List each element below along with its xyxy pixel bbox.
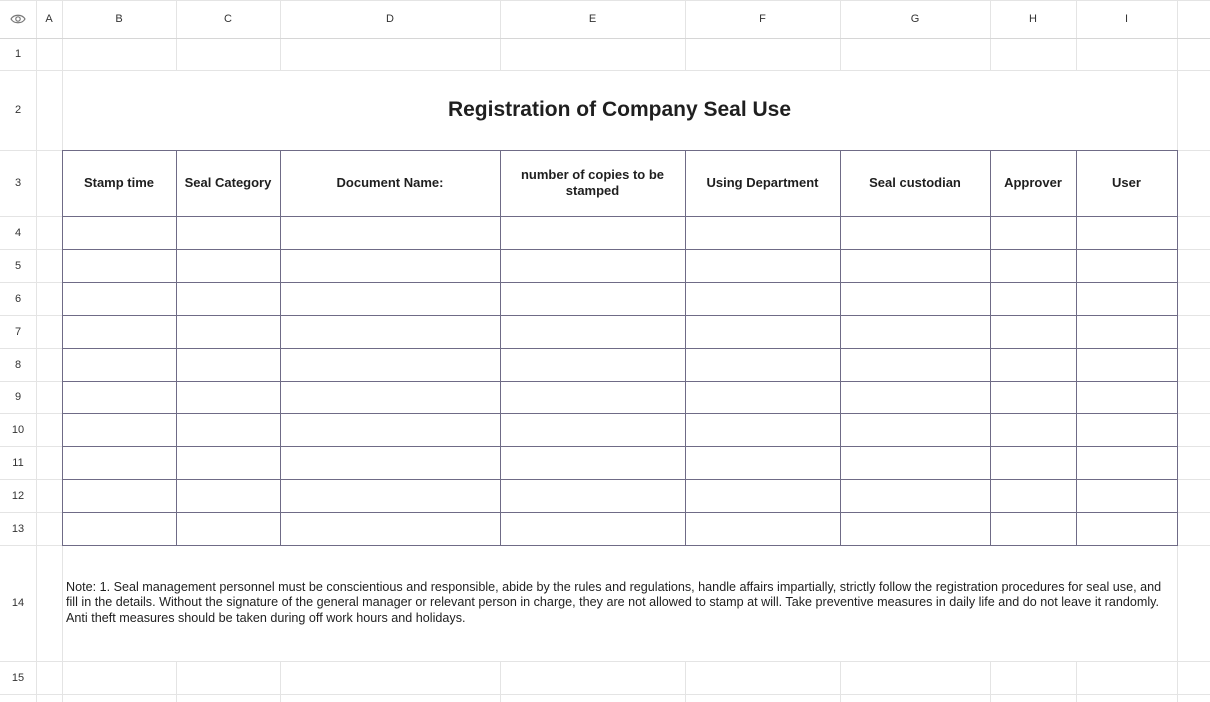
- table-cell[interactable]: [62, 216, 176, 249]
- table-cell[interactable]: [685, 479, 840, 512]
- table-border-vertical: [280, 150, 281, 545]
- row-header-2[interactable]: 2: [14, 104, 22, 116]
- table-border-horizontal: [62, 150, 1178, 151]
- table-cell[interactable]: [840, 282, 990, 315]
- column-header-i[interactable]: I: [1124, 13, 1129, 25]
- row-header-10[interactable]: 10: [11, 423, 25, 436]
- row-header-8[interactable]: 8: [14, 358, 22, 371]
- column-header-f[interactable]: F: [759, 13, 766, 25]
- table-border-horizontal: [62, 479, 1178, 480]
- table-cell[interactable]: [685, 348, 840, 381]
- table-cell[interactable]: [280, 413, 500, 446]
- note-text[interactable]: Note: 1. Seal management personnel must be conscientious and responsible, abide by the rules and regulations, handle affairs impartially, strictly follow the registration procedures for seal use, and fill in the details. Without the signature of the general manager or relevant person in charge, they are not allowed to stamp at will. Take preventive measures in daily life and do not leave it randomly. Anti theft measures should be taken during off work hours and holidays.: [66, 579, 1162, 625]
- table-cell[interactable]: [62, 282, 176, 315]
- table-cell[interactable]: [1076, 413, 1177, 446]
- table-cell[interactable]: [685, 249, 840, 282]
- table-cell[interactable]: [176, 348, 280, 381]
- column-header-d[interactable]: D: [386, 13, 394, 25]
- table-border-horizontal: [62, 249, 1178, 250]
- table-cell[interactable]: [840, 381, 990, 413]
- table-cell[interactable]: [62, 315, 176, 348]
- table-cell[interactable]: [62, 381, 176, 413]
- column-header-separator: [0, 38, 1210, 39]
- row-header-7[interactable]: 7: [14, 325, 22, 338]
- sheet-title[interactable]: Registration of Company Seal Use: [447, 98, 792, 121]
- table-cell[interactable]: [280, 446, 500, 479]
- table-border-vertical: [1177, 150, 1178, 545]
- table-cell[interactable]: [176, 381, 280, 413]
- row-header-11[interactable]: 11: [12, 456, 24, 469]
- table-border-vertical: [990, 150, 991, 545]
- table-cell[interactable]: [1076, 216, 1177, 249]
- table-cell[interactable]: [176, 413, 280, 446]
- table-cell[interactable]: [840, 512, 990, 545]
- table-cell[interactable]: [176, 315, 280, 348]
- table-cell[interactable]: [990, 446, 1076, 479]
- table-border-horizontal: [62, 348, 1178, 349]
- table-cell[interactable]: [280, 249, 500, 282]
- table-cell[interactable]: [280, 348, 500, 381]
- table-border-horizontal: [62, 512, 1178, 513]
- table-cell[interactable]: [500, 282, 685, 315]
- table-cell[interactable]: [1076, 249, 1177, 282]
- table-cell[interactable]: [840, 348, 990, 381]
- table-cell[interactable]: [840, 249, 990, 282]
- table-cell[interactable]: [280, 479, 500, 512]
- table-cell[interactable]: [280, 381, 500, 413]
- table-cell[interactable]: [990, 315, 1076, 348]
- table-border-horizontal: [62, 216, 1178, 217]
- gridline-vertical: [176, 661, 177, 702]
- table-border-vertical: [1076, 150, 1077, 545]
- table-cell[interactable]: [176, 479, 280, 512]
- table-cell[interactable]: [500, 348, 685, 381]
- eye-icon[interactable]: [10, 13, 26, 25]
- table-cell[interactable]: [176, 446, 280, 479]
- table-header-cell[interactable]: Using Department: [706, 175, 819, 190]
- table-header-cell[interactable]: number of copies to be stamped: [520, 167, 664, 198]
- table-cell[interactable]: [62, 479, 176, 512]
- gridline-horizontal: [0, 694, 1210, 695]
- gridline-horizontal: [0, 661, 1210, 662]
- table-border-horizontal: [62, 315, 1178, 316]
- table-cell[interactable]: [1076, 348, 1177, 381]
- table-cell[interactable]: [500, 413, 685, 446]
- table-cell[interactable]: [685, 512, 840, 545]
- table-cell[interactable]: [840, 479, 990, 512]
- gridline-vertical: [1076, 661, 1077, 702]
- table-cell[interactable]: [280, 315, 500, 348]
- table-cell[interactable]: [62, 348, 176, 381]
- table-cell[interactable]: [990, 413, 1076, 446]
- table-cell[interactable]: [685, 446, 840, 479]
- table-cell[interactable]: [1076, 282, 1177, 315]
- table-cell[interactable]: [500, 446, 685, 479]
- row-header-4[interactable]: 4: [14, 226, 22, 239]
- gridline-vertical: [500, 661, 501, 702]
- table-border-vertical: [176, 150, 177, 545]
- table-cell[interactable]: [1076, 446, 1177, 479]
- table-border-vertical: [62, 150, 63, 545]
- table-cell[interactable]: [62, 512, 176, 545]
- table-cell[interactable]: [62, 446, 176, 479]
- table-cell[interactable]: [685, 282, 840, 315]
- gridline-vertical: [990, 661, 991, 702]
- table-border-horizontal: [62, 446, 1178, 447]
- table-cell[interactable]: [176, 249, 280, 282]
- table-header-cell[interactable]: Stamp time: [83, 175, 155, 190]
- table-cell[interactable]: [500, 512, 685, 545]
- column-header-a[interactable]: A: [45, 13, 53, 25]
- table-header-cell[interactable]: User: [1112, 175, 1141, 190]
- row-header-13[interactable]: 13: [11, 522, 25, 535]
- table-cell[interactable]: [500, 381, 685, 413]
- table-cell[interactable]: [500, 249, 685, 282]
- table-cell[interactable]: [62, 249, 176, 282]
- table-cell[interactable]: [840, 315, 990, 348]
- table-border-horizontal: [62, 282, 1178, 283]
- table-cell[interactable]: [280, 216, 500, 249]
- column-header-h[interactable]: H: [1029, 13, 1037, 25]
- table-border-horizontal: [62, 413, 1178, 414]
- row-header-1[interactable]: 1: [14, 48, 22, 60]
- table-cell[interactable]: [280, 282, 500, 315]
- gridline-vertical: [280, 661, 281, 702]
- table-cell[interactable]: [990, 512, 1076, 545]
- table-cell[interactable]: [280, 512, 500, 545]
- row-header-5[interactable]: 5: [14, 259, 22, 272]
- row-header-3[interactable]: 3: [14, 177, 22, 189]
- table-cell[interactable]: [1076, 512, 1177, 545]
- table-cell[interactable]: [685, 381, 840, 413]
- table-cell[interactable]: [1076, 315, 1177, 348]
- table-cell[interactable]: [176, 282, 280, 315]
- column-header-c[interactable]: C: [224, 13, 232, 25]
- table-cell[interactable]: [1076, 479, 1177, 512]
- table-header-cell[interactable]: Approver: [1004, 175, 1062, 190]
- table-header-cell[interactable]: Document Name:: [336, 175, 444, 190]
- table-cell[interactable]: [840, 446, 990, 479]
- table-cell[interactable]: [685, 413, 840, 446]
- row-header-14[interactable]: 14: [11, 597, 25, 609]
- table-border-horizontal: [62, 381, 1178, 382]
- table-header-cell[interactable]: Seal Category: [184, 175, 272, 190]
- table-border-vertical: [840, 150, 841, 545]
- table-cell[interactable]: [990, 381, 1076, 413]
- gridline-vertical: [685, 661, 686, 702]
- column-header-b[interactable]: B: [115, 13, 123, 25]
- table-cell[interactable]: [500, 479, 685, 512]
- table-cell[interactable]: [500, 216, 685, 249]
- table-cell[interactable]: [840, 216, 990, 249]
- row-header-15[interactable]: 15: [11, 671, 25, 684]
- table-cell[interactable]: [176, 216, 280, 249]
- table-cell[interactable]: [685, 315, 840, 348]
- column-header-g[interactable]: G: [910, 13, 920, 25]
- table-cell[interactable]: [1076, 381, 1177, 413]
- table-cell[interactable]: [990, 249, 1076, 282]
- table-cell[interactable]: [685, 216, 840, 249]
- table-cell[interactable]: [176, 512, 280, 545]
- table-cell[interactable]: [990, 348, 1076, 381]
- gridline-vertical: [840, 661, 841, 702]
- row-header-6[interactable]: 6: [14, 292, 22, 305]
- row-header-9[interactable]: 9: [14, 391, 22, 403]
- table-cell[interactable]: [840, 413, 990, 446]
- gridline-vertical: [36, 0, 37, 702]
- row-header-12[interactable]: 12: [11, 489, 25, 502]
- table-cell[interactable]: [990, 282, 1076, 315]
- table-cell[interactable]: [990, 216, 1076, 249]
- table-header-cell[interactable]: Seal custodian: [869, 175, 961, 190]
- table-cell[interactable]: [500, 315, 685, 348]
- table-border-vertical: [685, 150, 686, 545]
- table-cell[interactable]: [990, 479, 1076, 512]
- column-header-e[interactable]: E: [588, 13, 597, 25]
- table-cell[interactable]: [62, 413, 176, 446]
- table-border-vertical: [500, 150, 501, 545]
